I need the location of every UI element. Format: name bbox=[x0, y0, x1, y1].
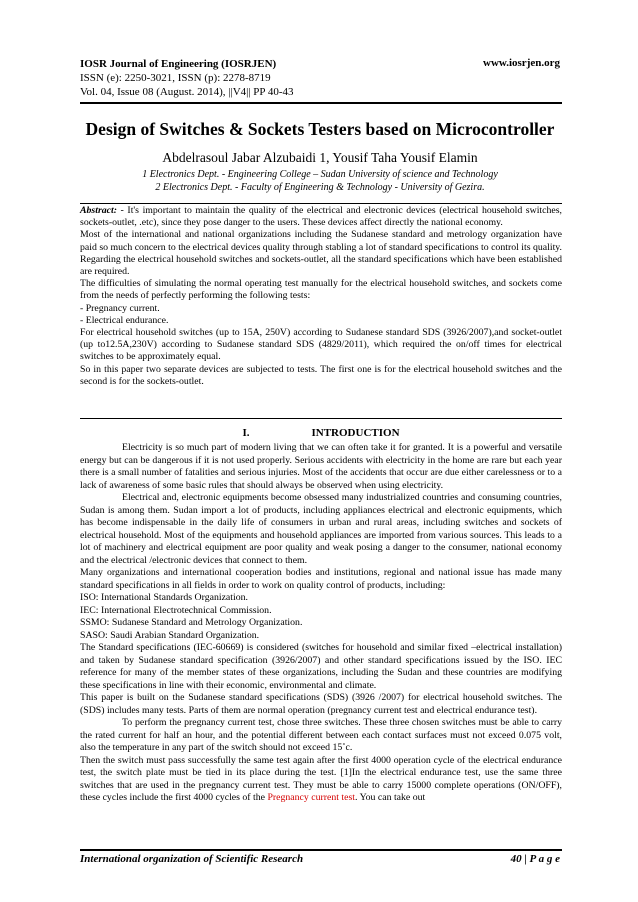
highlighted-text: Pregnancy current test bbox=[267, 792, 356, 803]
journal-volume: Vol. 04, Issue 08 (August. 2014), ||V4|| PP 40-43 bbox=[80, 86, 294, 98]
header-rule bbox=[80, 102, 562, 104]
intro-paragraph: Electricity is so much part of modern living that we can often take it for granted. It is a powerful and versatile energy but can be dangerous if it is not used properly. Serious accidents with electricity in the home are rare but each year there is a small number of fatalities and serious injuries. Most of the accidents that occur are due either carelessness or to a lack of awareness of some basic rules that should always be observed when using electricity. bbox=[80, 442, 562, 491]
introduction-body bbox=[80, 442, 562, 805]
journal-url[interactable]: www.iosrjen.org bbox=[483, 57, 560, 69]
intro-paragraph: Electrical and, electronic equipments become obsessed many industrialized countries and consuming countries, Sudan is among them. Sudan import a lot of products, including appliances electrical and electronic equipments, which has become indispensable in the daily life of consumers in urban and rural areas, including switches and sockets of electrical household. Most of the equipments and household appliances are imported from various sources. This leads to a lot of machinery and electrical equipment are poor quality and weak posing a danger to the consumer, national economy and the electrical /electronic devices that connect to them. bbox=[80, 492, 562, 566]
abstract bbox=[80, 205, 562, 388]
intro-paragraph: To perform the pregnancy current test, chose three switches. These three chosen switches must be able to carry the rated current for half an hour, and the potential different between each contact surfaces must not exceed 0.075 volt, also the temperature in any part of the switch should not exceed 15˚c. bbox=[80, 717, 562, 753]
intro-paragraph: This paper is built on the Sudanese standard specifications (SDS) (3926 /2007) for electrical household switches. The (SDS) includes many tests. Parts of them are normal operation (pregnancy current test and electrical endurance test). bbox=[80, 692, 562, 716]
section-number: I. bbox=[242, 427, 250, 439]
org-list-item: ISO: International Standards Organization. bbox=[80, 592, 248, 603]
section-title: INTRODUCTION bbox=[311, 427, 400, 439]
abstract-label: Abstract: - bbox=[80, 205, 124, 216]
abstract-rule-top bbox=[80, 203, 562, 204]
affiliation-2: 2 Electronics Dept. - Faculty of Engineering & Technology - University of Gezira. bbox=[155, 182, 485, 193]
journal-name: IOSR Journal of Engineering (IOSRJEN) bbox=[80, 58, 277, 70]
abstract-paragraph: Abstract: - It's important to maintain the quality of the electrical and electronic devices (electrical household switches, sockets-outlet, .etc), since they pose danger to the users. These devices affect directly the national economy. bbox=[80, 205, 562, 229]
intro-paragraph: The Standard specifications (IEC-60669) is considered (switches for household and similar fixed –electrical installation) and taken by Sudanese standard specification (3926/2007) and other standard specifications issued by the ISO. IEC reference for many of the member states of these organizations, including the Sudan and these countries are modifying these specifications in line with their economic, environmental and climate. bbox=[80, 642, 562, 691]
abstract-list-item: - Electrical endurance. bbox=[80, 314, 169, 326]
abstract-paragraph: So in this paper two separate devices are subjected to tests. The first one is for the electrical household switches and the second is for the sockets-outlet. bbox=[80, 363, 562, 387]
paper-title: Design of Switches & Sockets Testers based on Microcontroller bbox=[85, 119, 555, 139]
abstract-paragraph: The difficulties of simulating the normal operating test manually for the electrical household switches, and sockets come from the needs of perfectly performing the following tests: bbox=[80, 278, 562, 302]
org-list-item: SASO: Saudi Arabian Standard Organization. bbox=[80, 629, 260, 641]
org-list-item: SSMO: Sudanese Standard and Metrology Organization. bbox=[80, 617, 303, 628]
abstract-rule-bottom bbox=[80, 418, 562, 419]
section-heading bbox=[80, 426, 562, 440]
abstract-list-item: - Pregnancy current. bbox=[80, 302, 160, 314]
footer-organization: International organization of Scientific Research bbox=[80, 853, 304, 865]
page-number: 40 | P a g e bbox=[510, 853, 560, 865]
footer-rule bbox=[80, 849, 562, 851]
affiliation-1: 1 Electronics Dept. - Engineering College – Sudan University of science and Technology bbox=[142, 169, 498, 180]
paper-authors: Abdelrasoul Jabar Alzubaidi 1, Yousif Taha Yousif Elamin bbox=[162, 150, 478, 165]
abstract-paragraph: Most of the international and national organizations including the Sudanese standard and metrology organization have paid so much concern to the electrical devices quality through stabling a lot of standard specifications to control its quality. bbox=[80, 229, 562, 253]
journal-issn: ISSN (e): 2250-3021, ISSN (p): 2278-8719 bbox=[80, 72, 271, 84]
intro-paragraph: Many organizations and international cooperation bodies and institutions, regional and national issue has made many standard specifications in all fields in order to work on quality control of products, including: bbox=[80, 567, 562, 591]
intro-paragraph: Then the switch must pass successfully the same test again after the first 4000 operation cycle of the electrical endurance test, the switch plate must be tied in its place during the test. [1]In the electrical endurance test, use the same three switches that are used in the pregnancy current test. They must be able to carry 15000 complete operations (ON/OFF), these cycles include the first 4000 cycles of the Pregnancy current test. You can take out bbox=[80, 754, 562, 803]
abstract-paragraph: Regarding the electrical household switches and sockets-outlet, all the standard specifications which have been established are required. bbox=[80, 253, 562, 278]
org-list-item: IEC: International Electrotechnical Commission. bbox=[80, 604, 272, 616]
abstract-paragraph: For electrical household switches (up to 15A, 250V) according to Sudanese standard SDS (3926/2007),and socket-outlet (up to12.5A,230V) according to Sudanese standard SDS (4829/2011), which required the on/off times for electrical switches to be approximately equal. bbox=[80, 327, 562, 363]
